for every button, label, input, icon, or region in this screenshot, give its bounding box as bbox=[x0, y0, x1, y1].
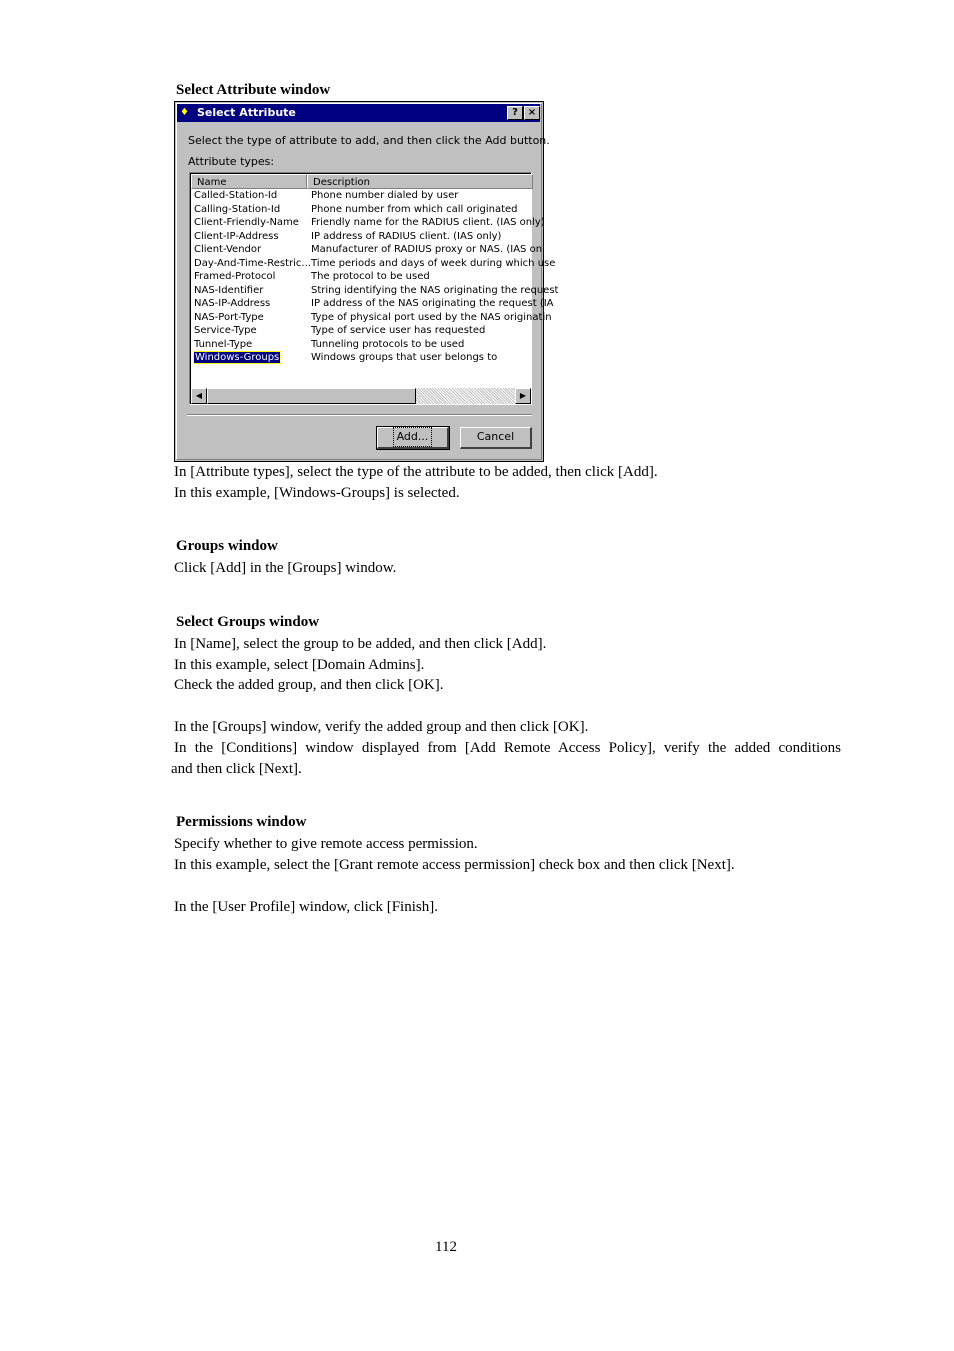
add-button-label: Add... bbox=[394, 428, 432, 446]
add-button[interactable] bbox=[377, 427, 449, 449]
section-heading-groups: Groups window bbox=[176, 538, 278, 554]
dialog-instruction: Select the type of attribute to add, and then click the Add button. bbox=[188, 134, 550, 147]
list-item[interactable] bbox=[191, 243, 545, 257]
body-text: In [Name], select the group to be added, and then click [Add]. bbox=[174, 636, 547, 652]
column-header-description[interactable]: Description bbox=[307, 174, 533, 189]
list-item-name: NAS-Identifier bbox=[194, 284, 264, 296]
cancel-button[interactable] bbox=[460, 427, 532, 449]
section-heading-select-groups: Select Groups window bbox=[176, 614, 320, 630]
page-number: 112 bbox=[435, 1239, 457, 1255]
list-item[interactable] bbox=[191, 297, 554, 311]
list-item-description: Windows groups that user belongs to bbox=[311, 352, 498, 363]
list-item-name: Framed-Protocol bbox=[194, 271, 276, 282]
body-text: In [Attribute types], select the type of the attribute to be added, then click [Add]. bbox=[174, 464, 658, 480]
attribute-types-label: Attribute types: bbox=[188, 155, 275, 168]
body-text: In this example, [Windows-Groups] is selected. bbox=[174, 485, 460, 501]
section-heading-select-attribute: Select Attribute window bbox=[176, 82, 331, 98]
body-text: In the [User Profile] window, click [Finish]. bbox=[174, 899, 438, 915]
list-item[interactable] bbox=[191, 257, 556, 271]
list-item-name: Calling-Station-Id bbox=[194, 203, 281, 215]
list-item-name: Client-IP-Address bbox=[194, 230, 279, 242]
list-item-description: String identifying the NAS originating the request bbox=[311, 284, 559, 296]
scrollbar-thumb[interactable] bbox=[207, 388, 416, 404]
dialog-separator bbox=[187, 414, 532, 416]
list-item-name: Client-Vendor bbox=[194, 244, 262, 255]
dialog-titlebar[interactable] bbox=[177, 104, 540, 122]
list-item-name: Day-And-Time-Restric... bbox=[194, 257, 311, 269]
list-item-name: NAS-Port-Type bbox=[194, 311, 264, 323]
select-attribute-dialog bbox=[174, 101, 559, 462]
list-item[interactable] bbox=[191, 230, 531, 244]
list-item-description: Time periods and days of week during which use bbox=[311, 257, 556, 269]
selection-highlight: Windows-Groups bbox=[195, 352, 280, 363]
list-item-description: Phone number dialed by user bbox=[311, 190, 459, 201]
section-heading-permissions: Permissions window bbox=[176, 814, 307, 830]
list-item-name: NAS-IP-Address bbox=[194, 298, 271, 309]
list-item-name: Client-Friendly-Name bbox=[194, 217, 299, 228]
list-item-description: Friendly name for the RADIUS client. (IAS only) bbox=[311, 217, 545, 228]
list-item-description: Tunneling protocols to be used bbox=[311, 338, 465, 350]
list-item[interactable] bbox=[191, 338, 531, 352]
list-item[interactable] bbox=[191, 189, 531, 203]
list-item-description: Type of physical port used by the NAS originatin bbox=[311, 311, 552, 323]
body-text: In this example, select [Domain Admins]. bbox=[174, 657, 425, 673]
body-text: and then click [Next]. bbox=[171, 761, 302, 777]
list-item-description: Type of service user has requested bbox=[311, 325, 486, 336]
list-item[interactable] bbox=[191, 270, 531, 284]
list-item[interactable] bbox=[191, 216, 545, 230]
list-item-name: Called-Station-Id bbox=[194, 190, 278, 201]
body-text: Click [Add] in the [Groups] window. bbox=[174, 560, 397, 576]
body-text: In the [Groups] window, verify the added group and then click [OK]. bbox=[174, 719, 589, 735]
list-item-name: Service-Type bbox=[194, 325, 257, 336]
list-item-name: Tunnel-Type bbox=[194, 338, 253, 350]
list-item[interactable] bbox=[191, 284, 559, 298]
dialog-title: Select Attribute bbox=[197, 106, 296, 119]
column-header-name[interactable]: Name bbox=[191, 174, 307, 189]
body-text: In this example, select the [Grant remote access permission] check box and then click [Next]. bbox=[174, 857, 735, 873]
scroll-right-icon[interactable]: ▶ bbox=[515, 388, 531, 404]
list-item[interactable] bbox=[191, 311, 552, 325]
close-button[interactable]: × bbox=[524, 106, 540, 120]
list-item[interactable] bbox=[191, 203, 531, 217]
cancel-button-label: Cancel bbox=[476, 430, 515, 443]
horizontal-scrollbar[interactable] bbox=[191, 388, 531, 404]
list-item-name bbox=[194, 351, 302, 364]
list-item-selected[interactable] bbox=[191, 351, 531, 365]
body-text: Check the added group, and then click [OK]. bbox=[174, 677, 444, 693]
app-icon: ♦ bbox=[180, 107, 189, 118]
list-item-description: The protocol to be used bbox=[311, 271, 430, 282]
list-item-description: Phone number from which call originated bbox=[311, 203, 518, 215]
list-item-description: IP address of the NAS originating the request (IA bbox=[311, 298, 554, 309]
scroll-left-icon[interactable]: ◀ bbox=[191, 388, 207, 404]
body-text: Specify whether to give remote access permission. bbox=[174, 836, 478, 852]
list-item-description: Manufacturer of RADIUS proxy or NAS. (IAS onl bbox=[311, 244, 545, 255]
list-item-description: IP address of RADIUS client. (IAS only) bbox=[311, 230, 502, 242]
attribute-types-list[interactable] bbox=[189, 172, 559, 405]
help-button[interactable]: ? bbox=[507, 106, 523, 120]
body-text-justified: In the [Conditions] window displayed from [Add Remote Access Policy], verify the added conditions bbox=[174, 740, 841, 756]
list-item[interactable] bbox=[191, 324, 531, 338]
